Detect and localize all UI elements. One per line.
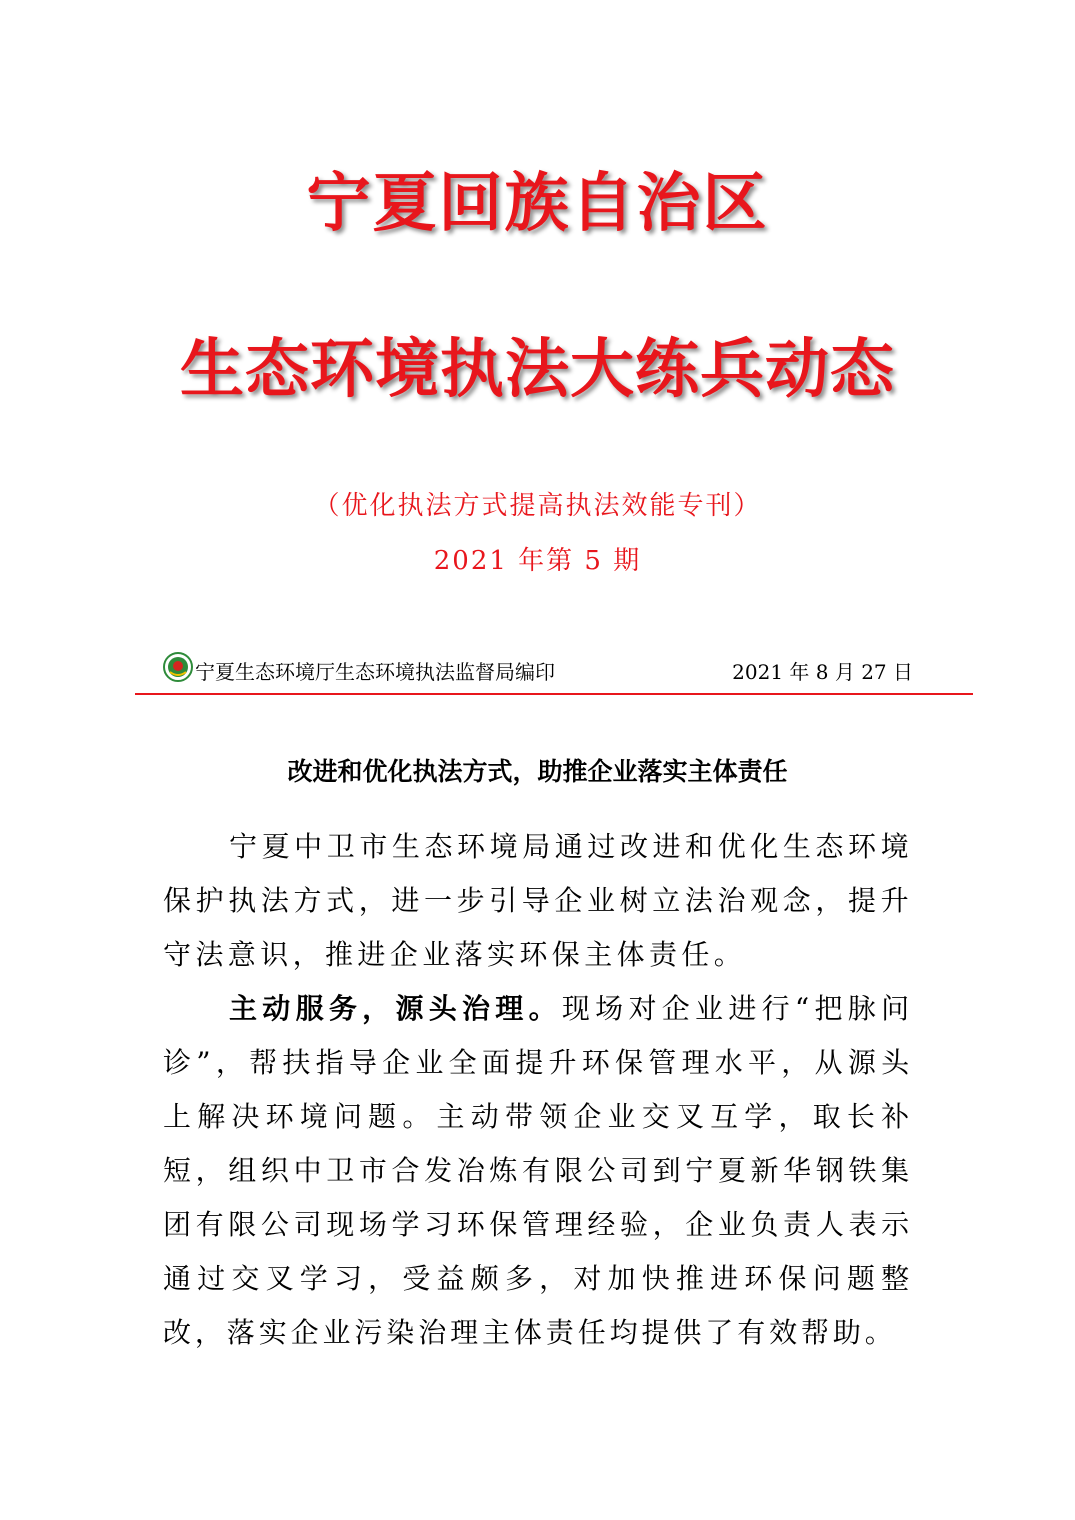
publisher-row — [163, 652, 913, 688]
masthead-title-line1: 宁夏回族自治区 — [306, 166, 769, 241]
publisher-name: 宁夏生态环境厅生态环境执法监督局编印 — [195, 660, 555, 684]
article-paragraph — [163, 982, 913, 1360]
paragraph-body: 现场对企业进行“把脉问诊”，帮扶指导企业全面提升环保管理水平，从源头上解决环境问题。主动带领企业交叉互学，取长补短，组织中卫市合发冶炼有限公司到宁夏新华钢铁集团有限公司现场学习环保管理经验，企业负责人表示通过交叉学习，受益颇多，对加快推进环保问题整改，落实企业污染治理主体责任均提供了有效帮助。 — [163, 992, 913, 1349]
article-paragraph: 宁夏中卫市生态环境局通过改进和优化生态环境保护执法方式，进一步引导企业树立法治观念，提升守法意识，推进企业落实环保主体责任。 — [163, 830, 913, 971]
article-title: 改进和优化执法方式，助推企业落实主体责任 — [287, 757, 788, 786]
paragraph-lead: 主动服务，源头治理。 — [229, 992, 562, 1025]
masthead-subtitle: （优化执法方式提高执法效能专刊） — [313, 491, 762, 521]
header-divider — [135, 693, 973, 695]
issue-number: 2021 年第 5 期 — [433, 546, 642, 576]
masthead-title-line2: 生态环境执法大练兵动态 — [180, 332, 895, 407]
publication-date: 2021 年 8 月 27 日 — [732, 660, 913, 684]
ningxia-ecology-emblem-icon — [163, 652, 193, 682]
